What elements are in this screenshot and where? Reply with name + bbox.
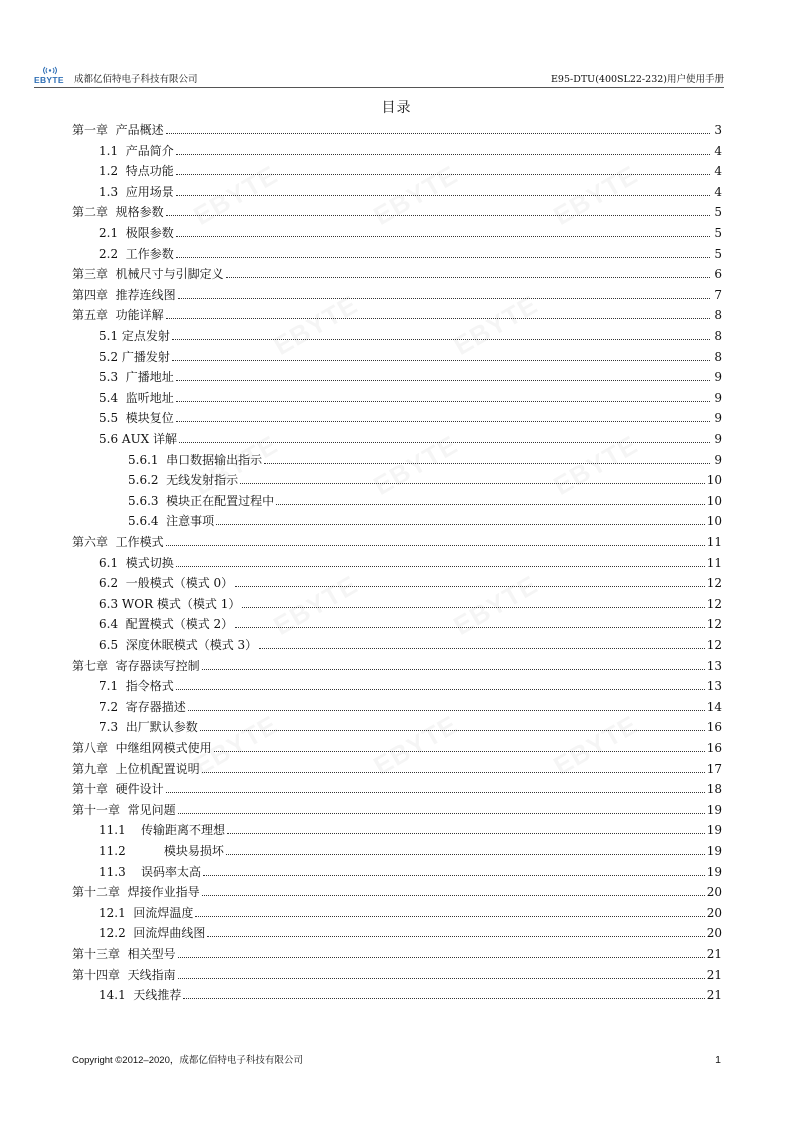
toc-leader-dots [188, 709, 705, 711]
toc-leader-dots [166, 214, 710, 216]
toc-entry[interactable] [72, 241, 722, 261]
toc-entry-label: 11.2 模块易损坏 [99, 844, 224, 858]
toc-entry-page: 13 [706, 679, 722, 694]
toc-entry-page: 8 [714, 308, 722, 323]
toc-entry-label: 7.2 寄存器描述 [99, 699, 186, 714]
toc-entry-label: 7.1 指令格式 [99, 679, 174, 694]
toc-leader-dots [166, 544, 705, 546]
toc-entry-page: 10 [706, 473, 722, 488]
toc-entry-label: 6.5 深度休眠模式（模式 3） [99, 638, 258, 652]
toc-entry[interactable] [72, 488, 722, 508]
toc-entry[interactable] [72, 632, 722, 652]
toc-entry-page: 21 [706, 947, 722, 961]
toc-entry-label: 6.2 一般模式（模式 0） [99, 576, 234, 591]
toc-entry[interactable] [72, 220, 722, 240]
toc-entry-page: 17 [706, 761, 722, 776]
toc-leader-dots [178, 812, 705, 814]
toc-leader-dots [166, 317, 710, 319]
footer-copyright: Copyright ©2012–2020，成都亿佰特电子科技有限公司 [72, 1055, 303, 1066]
toc-entry-label: 1.1 产品简介 [99, 143, 174, 158]
toc-entry-label: 12.2 回流焊曲线图 [99, 926, 206, 941]
toc-leader-dots [203, 874, 705, 876]
header-divider [34, 87, 724, 88]
toc-entry-page: 20 [706, 885, 722, 900]
toc-leader-dots [179, 441, 710, 443]
toc-entry-page: 3 [714, 123, 722, 137]
toc-leader-dots [176, 194, 710, 196]
toc-entry-label: 2.1 极限参数 [99, 226, 174, 240]
toc-entry[interactable] [72, 344, 722, 364]
toc-entry[interactable] [72, 714, 722, 734]
toc-entry[interactable] [72, 920, 722, 940]
toc-leader-dots [276, 503, 705, 505]
toc-entry-label: 第七章 寄存器读写控制 [72, 658, 200, 673]
toc-entry-label: 11.1 传输距离不理想 [99, 823, 225, 838]
toc-entry[interactable] [72, 199, 722, 219]
toc-entry[interactable] [72, 385, 722, 405]
toc-entry-label: 2.2 工作参数 [99, 246, 174, 261]
toc-leader-dots [195, 915, 704, 917]
toc-leader-dots [235, 585, 705, 587]
toc-entry[interactable] [72, 261, 722, 281]
toc-leader-dots [226, 276, 710, 278]
toc-leader-dots [227, 832, 705, 834]
toc-leader-dots [202, 894, 705, 896]
toc-leader-dots [226, 853, 705, 855]
toc-entry-page: 19 [706, 802, 722, 817]
toc-entry-label: 5.6 AUX 详解 [99, 432, 178, 446]
toc-entry-page: 16 [706, 741, 722, 755]
toc-entry[interactable] [72, 735, 722, 755]
toc-entry-page: 12 [706, 576, 722, 591]
toc-entry-page: 20 [706, 905, 722, 920]
logo-text: EBYTE [34, 75, 64, 85]
toc-entry-label: 14.1 天线推荐 [99, 988, 182, 1003]
toc-entry-label: 第十四章 天线指南 [72, 967, 176, 982]
toc-leader-dots [176, 379, 710, 381]
toc-entry[interactable] [72, 467, 722, 487]
toc-entry[interactable] [72, 364, 722, 384]
toc-leader-dots [176, 153, 710, 155]
toc-leader-dots [176, 565, 705, 567]
toc-entry[interactable] [72, 447, 722, 467]
toc-entry-page: 18 [706, 782, 722, 797]
toc-entry[interactable] [72, 570, 722, 590]
toc-entry-label: 第八章 中继组网模式使用 [72, 741, 212, 755]
toc-entry-page: 11 [706, 555, 722, 570]
header-document-title: E95-DTU(400SL22-232)用户使用手册 [551, 74, 724, 85]
toc-leader-dots [176, 420, 710, 422]
toc-leader-dots [176, 256, 710, 258]
toc-entry-label: 第五章 功能详解 [72, 308, 164, 323]
toc-entry[interactable] [72, 900, 722, 920]
toc-entry-label: 第十一章 常见问题 [72, 802, 176, 817]
toc-entry-label: 第十三章 相关型号 [72, 947, 176, 961]
toc-entry-label: 5.2 广播发射 [99, 349, 170, 364]
toc-entry[interactable] [72, 117, 722, 137]
toc-leader-dots [176, 173, 710, 175]
toc-entry-page: 14 [706, 699, 722, 714]
toc-entry-label: 5.6.4 注意事项 [128, 514, 215, 529]
toc-entry-page: 8 [714, 329, 722, 343]
toc-entry-page: 12 [706, 638, 722, 652]
header-company-name: 成都亿佰特电子科技有限公司 [74, 74, 198, 85]
toc-entry[interactable] [72, 323, 722, 343]
toc-entry-label: 5.4 监听地址 [99, 390, 174, 405]
toc-entry-page: 21 [706, 967, 722, 982]
toc-leader-dots [176, 688, 705, 690]
toc-entry[interactable] [72, 550, 722, 570]
toc-entry-page: 4 [714, 143, 722, 158]
toc-entry-label: 第九章 上位机配置说明 [72, 761, 200, 776]
toc-entry[interactable] [72, 694, 722, 714]
toc-leader-dots [214, 750, 705, 752]
toc-entry-label: 5.3 广播地址 [99, 370, 174, 385]
toc-entry[interactable] [72, 756, 722, 776]
toc-leader-dots [172, 338, 710, 340]
toc-entry-page: 16 [706, 720, 722, 735]
toc-entry-label: 6.4 配置模式（模式 2） [99, 617, 234, 632]
toc-entry-label: 12.1 回流焊温度 [99, 905, 194, 920]
toc-entry[interactable] [72, 859, 722, 879]
toc-entry-label: 第三章 机械尺寸与引脚定义 [72, 267, 224, 282]
toc-entry-label: 第四章 推荐连线图 [72, 287, 176, 302]
signal-waves-icon [43, 66, 57, 75]
toc-entry-page: 9 [714, 432, 722, 446]
page-header [34, 64, 724, 88]
toc-entry-page: 7 [714, 287, 722, 302]
toc-entry-label: 第二章 规格参数 [72, 205, 164, 220]
toc-entry[interactable] [72, 282, 722, 302]
toc-leader-dots [235, 626, 705, 628]
toc-entry-label: 11.3 误码率太高 [99, 864, 201, 879]
toc-entry[interactable] [72, 941, 722, 961]
toc-entry-page: 12 [706, 596, 722, 611]
toc-leader-dots [259, 647, 705, 649]
toc-leader-dots [172, 359, 710, 361]
toc-entry-label: 6.3 WOR 模式（模式 1） [99, 596, 241, 611]
toc-entry[interactable] [72, 838, 722, 858]
toc-entry[interactable] [72, 591, 722, 611]
toc-entry-page: 9 [714, 390, 722, 405]
toc-entry-page: 9 [714, 411, 722, 426]
toc-entry-label: 5.6.2 无线发射指示 [128, 473, 239, 488]
toc-entry-label: 第十章 硬件设计 [72, 782, 164, 797]
toc-entry[interactable] [72, 302, 722, 322]
toc-entry-label: 5.6.1 串口数据输出指示 [128, 452, 263, 467]
toc-entry[interactable] [72, 982, 722, 1002]
toc-entry[interactable] [72, 158, 722, 178]
toc-entry-label: 第十二章 焊接作业指导 [72, 885, 200, 900]
toc-leader-dots [178, 956, 705, 958]
toc-entry[interactable] [72, 426, 722, 446]
toc-entry[interactable] [72, 138, 722, 158]
toc-leader-dots [176, 400, 710, 402]
toc-entry-label: 5.1 定点发射 [99, 329, 170, 343]
toc-entry[interactable] [72, 962, 722, 982]
toc-leader-dots [240, 482, 705, 484]
toc-entry-page: 8 [714, 349, 722, 364]
toc-entry[interactable] [72, 179, 722, 199]
toc-entry-label: 1.2 特点功能 [99, 164, 174, 179]
toc-leader-dots [176, 235, 710, 237]
toc-entry-page: 5 [714, 246, 722, 261]
toc-leader-dots [166, 132, 710, 134]
toc-leader-dots [216, 523, 705, 525]
toc-entry-label: 7.3 出厂默认参数 [99, 720, 198, 735]
toc-leader-dots [207, 935, 704, 937]
toc-title: 目录 [381, 99, 412, 115]
toc-entry-page: 9 [714, 452, 722, 467]
toc-entry-page: 12 [706, 617, 722, 632]
toc-entry-page: 20 [706, 926, 722, 941]
toc-leader-dots [178, 297, 710, 299]
toc-entry[interactable] [72, 653, 722, 673]
toc-entry[interactable] [72, 611, 722, 631]
toc-entry-page: 4 [714, 164, 722, 179]
toc-entry-label: 1.3 应用场景 [99, 184, 174, 199]
toc-entry-page: 10 [706, 493, 722, 508]
toc-entry-page: 5 [714, 226, 722, 240]
toc-entry-label: 5.5 模块复位 [99, 411, 174, 426]
toc-leader-dots [166, 791, 705, 793]
toc-leader-dots [200, 729, 705, 731]
toc-entry-page: 5 [714, 205, 722, 220]
toc-entry[interactable] [72, 508, 722, 528]
toc-entry-page: 4 [714, 184, 722, 199]
toc-entry-label: 第一章 产品概述 [72, 123, 164, 137]
ebyte-logo [34, 66, 66, 86]
toc-entry-page: 19 [706, 844, 722, 858]
toc-leader-dots [202, 668, 705, 670]
toc-entry[interactable] [72, 797, 722, 817]
toc-leader-dots [178, 977, 705, 979]
toc-entry[interactable] [72, 817, 722, 837]
toc-entry[interactable] [72, 529, 722, 549]
toc-entry-label: 6.1 模式切换 [99, 555, 174, 570]
toc-entry-label: 第六章 工作模式 [72, 535, 164, 549]
toc-leader-dots [242, 606, 704, 608]
toc-entry[interactable] [72, 405, 722, 425]
toc-entry-page: 13 [706, 658, 722, 673]
toc-entry-page: 10 [706, 514, 722, 529]
toc-entry-page: 21 [706, 988, 722, 1003]
toc-leader-dots [202, 771, 705, 773]
toc-entry[interactable] [72, 879, 722, 899]
toc-entry-page: 9 [714, 370, 722, 385]
toc-entry[interactable] [72, 776, 722, 796]
toc-entry-page: 6 [714, 267, 722, 282]
toc-leader-dots [183, 997, 704, 999]
toc-entry-label: 5.6.3 模块正在配置过程中 [128, 493, 275, 508]
toc-entry-page: 19 [706, 823, 722, 838]
toc-entry[interactable] [72, 673, 722, 693]
toc-leader-dots [264, 462, 710, 464]
footer-page-number: 1 [715, 1054, 721, 1066]
toc-entry-page: 11 [706, 535, 722, 549]
toc-entry-page: 19 [706, 864, 722, 879]
